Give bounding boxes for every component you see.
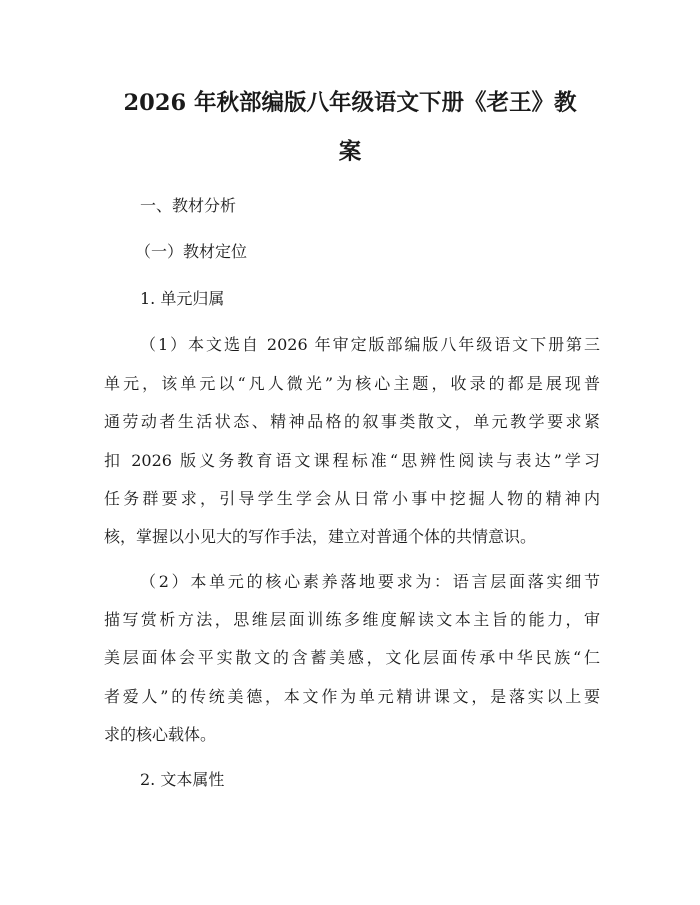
paragraph-1-line: 核，掌握以小见大的写作手法，建立对普通个体的共情意识。	[104, 527, 537, 546]
paragraph-1-line: （1）本文选自 2026 年审定版部编版八年级语文下册第三	[140, 335, 600, 354]
paragraph-1-line: 扣 2026 版义务教育语文课程标准“思辨性阅读与表达”学习	[104, 451, 600, 470]
paragraph-1-line: 单元，该单元以“凡人微光”为核心主题，收录的都是展现普	[104, 374, 600, 393]
paragraph-2-line: 美层面体会平实散文的含蓄美感，文化层面传承中华民族“仁	[104, 648, 600, 667]
item-heading-text-attribute: 2. 文本属性	[140, 770, 225, 789]
section-heading-teaching-material-analysis: 一、教材分析	[140, 196, 237, 215]
item-heading-unit-belonging: 1. 单元归属	[140, 289, 225, 308]
paragraph-2-line: （2）本单元的核心素养落地要求为：语言层面落实细节	[140, 572, 600, 591]
paragraph-2-line: 者爱人”的传统美德，本文作为单元精讲课文，是落实以上要	[104, 687, 600, 706]
paragraph-1-line: 通劳动者生活状态、精神品格的叙事类散文，单元教学要求紧	[104, 412, 600, 431]
document-title-line-1: 2026 年秋部编版八年级语文下册《老王》教	[123, 90, 577, 116]
paragraph-1-line: 任务群要求，引导学生学会从日常小事中挖掘人物的精神内	[104, 489, 600, 508]
paragraph-2-line: 求的核心载体。	[104, 725, 217, 744]
subsection-heading-material-positioning: （一）教材定位	[135, 242, 248, 261]
document-title-line-2: 案	[338, 139, 362, 165]
paragraph-2-line: 描写赏析方法，思维层面训练多维度解读文本主旨的能力，审	[104, 610, 600, 629]
